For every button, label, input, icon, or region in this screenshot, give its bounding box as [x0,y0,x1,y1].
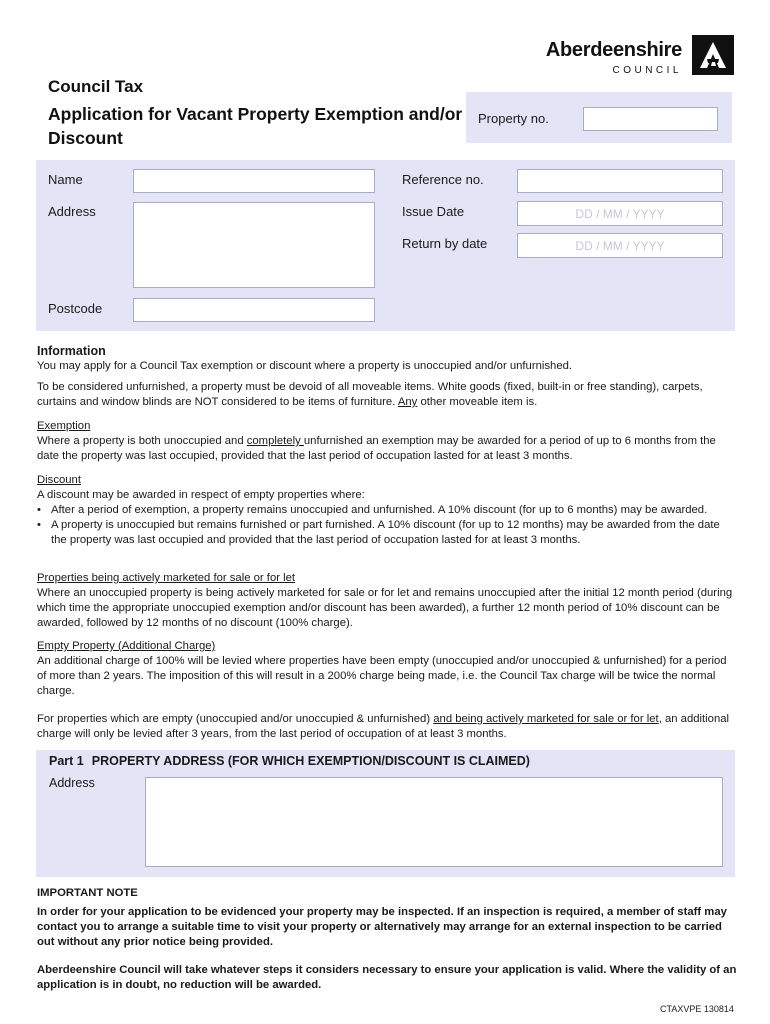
discount-section [37,473,737,548]
exemption-text-b: unfurnished an exemption may be awarded for a period of up to 6 months from the date the property was last occupied, provided that the last period of occupation lasted for at least 3 months. [37,435,716,462]
exemption-heading: Exemption [37,420,91,432]
issue-date-field[interactable]: DD / MM / YYYY [517,201,723,226]
property-number-label: Property no. [478,111,549,126]
logo-name: Aberdeenshire [545,39,682,61]
information-heading: Information [37,344,106,358]
discount-bullet: • A property is unoccupied but remains furnished or part furnished. A 10% discount (for up to 12 months) may be awarded from the date the property was last occupied and provided that the last period of occupation lasted for at least 3 months. [37,518,737,548]
part1-heading [49,754,538,768]
unfurnished-text-any: Any [397,396,418,408]
marketed-text: Where an unoccupied property is being actively marketed for sale or for let and remains unoccupied after the initial 12 month period (during which time the appropriate unoccupied exemption and/or discount has been awarded), a further 12 month period of 10% discount can be awarded, followed by 12 months of no discount (100% charge). [37,587,733,629]
information-intro: You may apply for a Council Tax exemption or discount where a property is unoccupied and/or unfurnished. [37,360,573,372]
marketed-section [37,571,737,631]
final-text-b: , an additional charge will only be levied after 3 years, from the last period of occupation of at least 3 months. [37,713,730,740]
page-title: Council Tax [48,77,144,96]
aberdeenshire-a-logo-icon [692,35,734,75]
return-date-field[interactable]: DD / MM / YYYY [517,233,723,258]
postcode-label: Postcode [48,301,103,316]
discount-list [37,503,737,548]
empty-property-section [37,639,737,699]
discount-heading: Discount [37,474,81,486]
exemption-text-completely: completely [246,435,304,447]
part1-number: Part 1 [49,754,84,768]
name-label: Name [48,172,83,187]
unfurnished-text-b: other moveable item is. [417,396,538,408]
important-note-inspection: In order for your application to be evidenced your property may be inspected. If an inspection is required, a member of staff may contact you to arrange a suitable time to visit your property or alternatively may arrange for an external inspection to be carried out without any prior notice being provided. [37,906,727,948]
council-logo-text [532,40,682,76]
issue-date-label: Issue Date [402,204,465,219]
discount-bullet: • After a period of exemption, a property remains unoccupied and unfurnished. A 10% discount (for up to 6 months) may be awarded. [37,503,737,518]
return-date-label: Return by date [402,236,488,251]
form-code: CTAXVPE 130814 [660,1004,734,1014]
logo-subtitle: COUNCIL [612,65,682,76]
important-note-validity: Aberdeenshire Council will take whatever steps it considers necessary to ensure your application is valid. Where the validity of an application is in doubt, no reduction will be awarded. [37,964,737,991]
exemption-section [37,419,737,464]
important-note-heading: IMPORTANT NOTE [37,887,138,899]
exemption-text-a: Where a property is both unoccupied and [37,435,247,447]
postcode-field[interactable] [133,298,375,322]
address-label: Address [48,204,96,219]
name-field[interactable] [133,169,375,193]
important-note [37,886,737,993]
final-text-a: For properties which are empty (unoccupied and/or unoccupied & unfurnished) [37,713,434,725]
marketed-heading: Properties being actively marketed for sale or for let [37,572,296,584]
form-subtitle: Application for Vacant Property Exemption and/or Discount [48,104,463,148]
part1-address-label: Address [49,776,95,790]
final-text-marketed: and being actively marketed for sale or for let [433,713,659,725]
empty-property-heading: Empty Property (Additional Charge) [37,640,216,652]
unfurnished-text-a: To be considered unfurnished, a property must be devoid of all moveable items. White goods (fixed, built-in or free standing), carpets, curtains and window blinds are NOT considered to be items of furniture. [37,381,703,408]
marketed-additional-charge [37,712,737,742]
discount-intro: A discount may be awarded in respect of empty properties where: [37,489,365,501]
information-section [37,343,737,374]
reference-field[interactable] [517,169,723,193]
part1-title: PROPERTY ADDRESS (FOR WHICH EXEMPTION/DISCOUNT IS CLAIMED) [91,754,530,768]
property-number-field[interactable] [583,107,718,131]
reference-label: Reference no. [402,172,484,187]
address-field[interactable] [133,202,375,288]
empty-property-text: An additional charge of 100% will be levied where properties have been empty (unoccupied and/or unoccupied & unfurnished) for a period of more than 2 years. The imposition of this will result in a 200% charge being made, i.e. the Council Tax charge will be twice the normal charge. [37,655,727,697]
unfurnished-definition [37,380,737,410]
property-address-field[interactable] [145,777,723,867]
